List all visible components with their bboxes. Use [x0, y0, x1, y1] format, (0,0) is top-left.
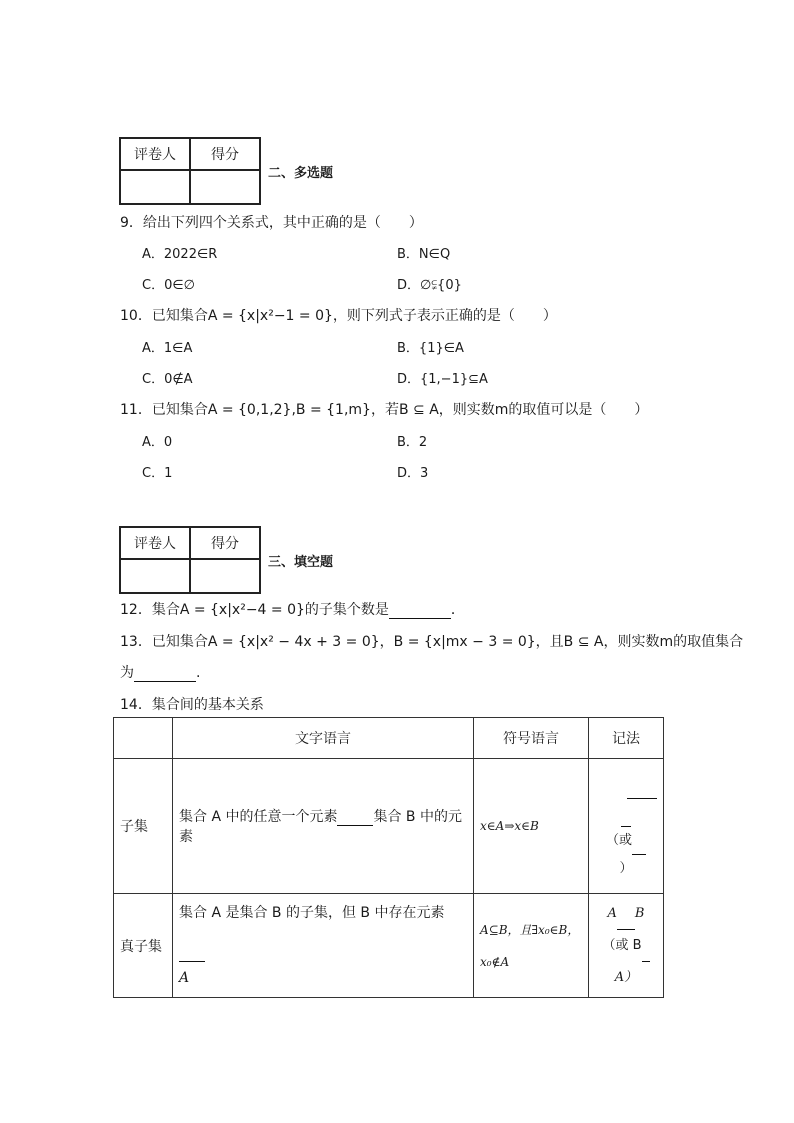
- subset-notation-blank[interactable]: [621, 799, 631, 827]
- proper-subset-notation-blank[interactable]: [617, 898, 635, 930]
- q9-option-b: B．N∈Q: [397, 247, 451, 262]
- section-title: 二、多选题: [268, 166, 334, 181]
- question-12: [120, 599, 465, 619]
- score-label: 得分: [190, 527, 260, 559]
- question-9-stem: 9．给出下列四个关系式，其中正确的是（ ）: [120, 215, 423, 231]
- notation-b: B: [634, 906, 645, 921]
- q10-option-a: A．1∈A: [142, 341, 193, 356]
- proper-subset-text-start: 集合 A 是集合 B 的子集，但 B 中存在元素: [179, 905, 445, 921]
- subset-notation-or: （或: [605, 832, 632, 848]
- score-cell[interactable]: [190, 170, 260, 204]
- q13-answer-blank[interactable]: [134, 665, 196, 682]
- question-13-line2: [120, 662, 200, 682]
- set-relations-table: [113, 717, 664, 998]
- score-cell[interactable]: [190, 559, 260, 593]
- header-notation: 记法: [589, 718, 664, 759]
- subset-symbol: x∈A⇒x∈B: [474, 759, 589, 894]
- proper-subset-notation-close: A）: [614, 970, 638, 985]
- grader-label: 评卷人: [120, 527, 190, 559]
- subset-notation-cell: [589, 759, 664, 894]
- header-cell-empty: [114, 718, 173, 759]
- q13-end: .: [196, 665, 201, 681]
- grade-box: [119, 137, 261, 205]
- subset-notation-blank[interactable]: [627, 771, 657, 799]
- score-label: 得分: [190, 138, 260, 170]
- proper-subset-text-end: A: [179, 970, 190, 986]
- proper-subset-notation-cell: [589, 894, 664, 998]
- subset-notation-close: ）: [619, 860, 633, 876]
- row-name-proper-subset: 真子集: [114, 894, 173, 998]
- proper-subset-text-cell: [173, 894, 474, 998]
- grader-cell[interactable]: [120, 559, 190, 593]
- proper-subset-symbol-line2: x₀∉A: [480, 954, 510, 969]
- grader-cell[interactable]: [120, 170, 190, 204]
- subset-text-start: 集合 A 中的任意一个元素: [179, 809, 338, 825]
- proper-subset-text-blank[interactable]: [179, 929, 205, 962]
- q11-option-b: B．2: [397, 435, 428, 450]
- q10-option-c: C．0∉A: [142, 372, 193, 387]
- proper-subset-notation-alt-blank[interactable]: [642, 930, 650, 962]
- section-title: 三、填空题: [268, 555, 334, 570]
- header-text-language: 文字语言: [173, 718, 474, 759]
- q12-text: 12．集合A = {x|x²−4 = 0}的子集个数是: [120, 602, 389, 618]
- q12-answer-blank[interactable]: [389, 602, 451, 619]
- q10-option-d: D．{1,−1}⊆A: [397, 372, 488, 387]
- grade-box: [119, 526, 261, 594]
- q9-option-c: C．0∈∅: [142, 278, 195, 293]
- q11-option-c: C．1: [142, 466, 173, 481]
- subset-text-cell: [173, 759, 474, 894]
- question-11-stem: 11．已知集合A = {0,1,2},B = {1,m}，若B ⊆ A，则实数m的取值可以是（ ）: [120, 402, 649, 418]
- row-name-subset: 子集: [114, 759, 173, 894]
- q13-text: 为: [120, 665, 134, 681]
- proper-subset-symbol-cell: [474, 894, 589, 998]
- question-13-line1: 13．已知集合A = {x|x² − 4x + 3 = 0}，B = {x|mx − 3 = 0}，且B ⊆ A，则实数m的取值集合: [120, 634, 744, 650]
- q9-option-a: A．2022∈R: [142, 247, 218, 262]
- subset-notation-alt-blank[interactable]: [632, 827, 646, 855]
- header-symbol-language: 符号语言: [474, 718, 589, 759]
- q11-option-d: D．3: [397, 466, 429, 481]
- table-row: [114, 894, 664, 998]
- q12-end: ．: [450, 602, 465, 618]
- question-14-stem: 14．集合间的基本关系: [120, 697, 264, 713]
- proper-subset-notation-or: （或 B: [602, 938, 642, 953]
- q9-option-d: D．∅⫋{0}: [397, 278, 462, 293]
- proper-subset-symbol-line1: A⊆B，且∃x₀∈B，: [480, 922, 580, 937]
- question-10-stem: 10．已知集合A = {x|x²−1 = 0}，则下列式子表示正确的是（ ）: [120, 308, 557, 324]
- subset-text-end: 集合 B 中的元素: [179, 809, 462, 845]
- table-row: [114, 759, 664, 894]
- q11-option-a: A．0: [142, 435, 173, 450]
- q10-option-b: B．{1}∈A: [397, 341, 464, 356]
- grader-label: 评卷人: [120, 138, 190, 170]
- notation-a: A: [607, 906, 617, 921]
- subset-text-blank[interactable]: [337, 809, 373, 826]
- table-header-row: [114, 718, 664, 759]
